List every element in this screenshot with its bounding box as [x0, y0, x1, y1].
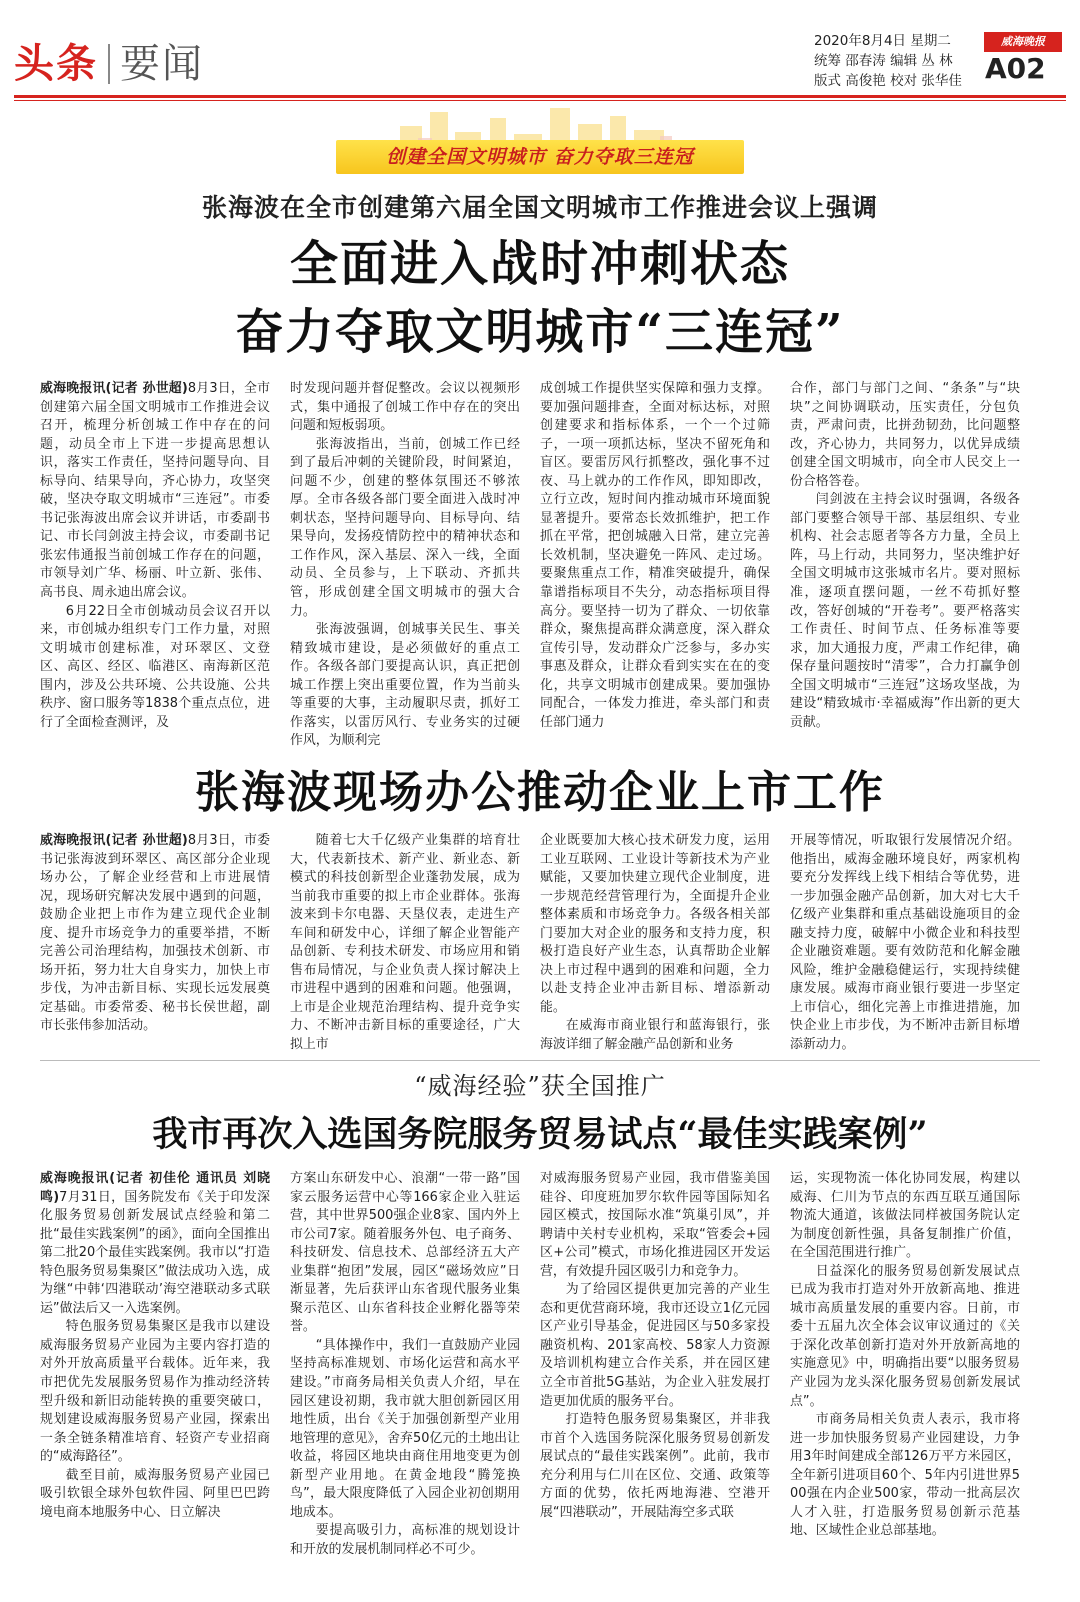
article3-column-1: [40, 1170, 270, 1592]
article3-column-3: [540, 1170, 770, 1592]
page-number: A02: [985, 52, 1046, 85]
article2-column-4: [790, 832, 1020, 1054]
section-divider: [108, 44, 110, 84]
article1-col2-text: 时发现问题并督促整改。会议以视频形式，集中通报了创城工作中存在的突出问题和短板弱项。: [290, 381, 520, 434]
article1-byline: 威海晚报讯(记者 孙世超): [40, 381, 188, 396]
article2-col2-text: 随着七大千亿级产业集群的培育壮大，代表新技术、新产业、新业态、新模式的科技创新型企业蓬勃发展，成为当前我市重要的拟上市企业群体。张海波来到卡尔电器、天垦仪表，走进生产车间和研发中心，详细了解企业智能产品创新、专利技术研发、市场应用和销售布局情况，与企业负责人探讨解决上市进程中遇到的困难和问题。他强调，上市是企业规范治理结构、提升竞争实力、不断冲击新目标的重要途径，广大拟上市: [290, 833, 520, 1053]
article2-col3-para2: 在威海市商业银行和蓝海银行，张海波详细了解金融产品创新和业务: [540, 1018, 770, 1053]
article1-col3-text: 成创城工作提供坚实保障和强力支撑。要加强问题排查，全面对标达标，对照创建要求和指标体系，一个一个过筛子，一项一项抓达标，坚决不留死角和盲区。要雷厉风行抓整改，强化事不过夜、马上就办的工作作风，即知即改，立行立改，短时间内推动城市环境面貌显著提升。要常态长效抓维护，把工作抓在平常，把创城融入日常，建立完善长效机制，坚决避免一阵风、走过场。要聚焦重点工作，精准突破提升，确保靠谱指标项目不失分，动态指标项目得高分。要坚持一切为了群众、一切依靠群众，聚焦提高群众满意度，深入群众宣传引导，发动群众广泛参与，多办实事惠及群众，让群众看到实实在在的变化，共享文明城市创建成果。要加强协同配合，一体发力推进，牵头部门和责任部门通力: [540, 381, 770, 730]
article1-col4-text: 合作，部门与部门之间、“条条”与“块块”之间协调联动，压实责任，分包负责，严肃问责，比拼劲韧劲，比问题整改，齐心协力，共同努力，以优异成绩创建全国文明城市，向全市人民交上一份合格答卷。: [790, 381, 1020, 489]
article1-column-3: [540, 380, 770, 752]
credits-line-2: 版式 高俊艳 校对 张华佳: [814, 73, 962, 89]
article3-col4-para2: 日益深化的服务贸易创新发展试点已成为我市打造对外开放新高地、推进城市高质量发展的重要内容。日前，市委十五届九次全体会议审议通过的《关于深化改革创新打造对外开放新高地的实施意见》中，明确指出要“以服务贸易产业园为龙头深化服务贸易创新发展试点”。: [790, 1263, 1020, 1409]
section-title: 头条: [14, 41, 98, 87]
subsection-title: 要闻: [120, 41, 204, 87]
section-rule: [40, 1060, 1040, 1061]
campaign-banner-text: 创建全国文明城市 奋力夺取三连冠: [386, 146, 694, 168]
article3-col2-para3: 要提高吸引力，高标准的规划设计和开放的发展机制同样必不可少。: [290, 1523, 520, 1557]
article1-column-2: [290, 380, 520, 752]
article3-column-4: [790, 1170, 1020, 1592]
article1-column-1: [40, 380, 270, 752]
article3-col2-text: 方案山东研发中心、浪潮“一带一路”国家云服务运营中心等166家企业入驻运营，其中世界500强企业8家、国内外上市公司7家。随着服务外包、电子商务、科技研发、信息技术、总部经济五大产业集群“抱团”发展，园区“磁场效应”日渐显著，先后获评山东省现代服务业集聚示范区、山东省科技企业孵化器等荣誉。: [290, 1171, 520, 1335]
article3-col1-para2: 特色服务贸易集聚区是我市以建设威海服务贸易产业园为主要内容打造的对外开放高质量平台载体。近年来，我市把优先发展服务贸易作为推动经济转型升级和新旧动能转换的重要突破口，规划建设威海服务贸易产业园，探索出一条全链条精准培育、轻资产专业招商的“威海路径”。: [40, 1319, 270, 1465]
article3-headline: 我市再次入选国务院服务贸易试点“最佳实践案例”: [152, 1114, 928, 1155]
article3-byline: 威海晚报讯(记者 初佳伦 通讯员 刘晓鸣): [40, 1171, 270, 1205]
article1-column-4: [790, 380, 1020, 752]
credits-line-1: 统筹 邵春涛 编辑 丛 林: [814, 53, 953, 69]
article2-column-2: [290, 832, 520, 1054]
issue-date: 2020年8月4日 星期二: [814, 33, 951, 49]
newspaper-logo: 威海晚报: [984, 32, 1062, 52]
article3-col1-para3: 截至目前，威海服务贸易产业园已吸引软银全球外包软件园、阿里巴巴跨境电商本地服务中心、日立解决: [40, 1467, 270, 1520]
article2-col3-text: 企业既要加大核心技术研发力度，运用工业互联网、工业设计等新技术为产业赋能，又要加快建立现代企业制度，进一步规范经营管理行为，全面提升企业整体素质和市场竞争力。各级各相关部门要加大对企业的服务和支持力度，积极打造良好产业生态，认真帮助企业解决上市过程中遇到的困难和问题，全力以赴支持企业冲击新目标、增添新动能。: [540, 833, 770, 1015]
article3-col3-text: 对威海服务贸易产业园，我市借鉴美国硅谷、印度班加罗尔软件园等国际知名园区模式，按国际水准“筑巢引凤”，并聘请中关村专业机构，采取“管委会+园区+公司”模式，市场化推进园区开发运营，有效提升园区吸引力和竞争力。: [540, 1171, 770, 1279]
article2-headline: 张海波现场办公推动企业上市工作: [195, 767, 885, 818]
header-rule-thin: [14, 100, 1066, 101]
article1-col2-para3: 张海波强调，创城事关民生、事关精致城市建设，是必须做好的重点工作。各级各部门要提高认识，真正把创城工作摆上突出重要位置，作为当前头等重要的大事，主动履职尽责，抓好工作落实，以雷厉风行、专业务实的过硬作风，为顺利完: [290, 622, 520, 749]
article1-headline-line2: 奋力夺取文明城市“三连冠”: [235, 304, 845, 360]
article3-kicker: “威海经验”获全国推广: [414, 1072, 666, 1100]
article3-col4-text: 运，实现物流一体化协同发展，构建以威海、仁川为节点的东西互联互通国际物流大通道，该做法同样被国务院认定为制度创新性强，具备复制推广价值，在全国范围进行推广。: [790, 1171, 1020, 1261]
article1-headline-line1: 全面进入战时冲刺状态: [289, 236, 790, 292]
header-rule: [14, 95, 1066, 98]
article2-col1-text: 8月3日，市委书记张海波到环翠区、高区部分企业现场办公，了解企业经营和上市进展情况，现场研究解决发展中遇到的问题，鼓励企业把上市作为建立现代企业制度、提升市场竞争力的重要举措，不断完善公司治理结构，加强技术创新、市场开拓，努力壮大自身实力，加快上市步伐，为冲击新目标、实现长远发展奠定基础。市委常委、秘书长侯世超，副市长张伟参加活动。: [40, 833, 270, 1034]
article3-column-2: [290, 1170, 520, 1592]
article2-byline: 威海晚报讯(记者 孙世超): [40, 833, 188, 848]
article2-column-1: [40, 832, 270, 1054]
article2-column-3: [540, 832, 770, 1054]
article3-col1-text: 7月31日，国务院发布《关于印发深化服务贸易创新发展试点经验和第二批“最佳实践案例”的函》，面向全国推出第二批20个最佳实践案例。我市以“打造特色服务贸易集聚区”做法成功入选，成为继“中韩‘四港联动’海空港联动多式联运”做法后又一入选案例。: [40, 1189, 270, 1316]
article3-col2-para2: “具体操作中，我们一直鼓励产业园坚持高标准规划、市场化运营和高水平建设。”市商务局相关负责人介绍，早在园区建设初期，我市就大胆创新园区用地性质，出台《关于加强创新型产业用地管理的意见》，舍弃50亿元的土地出让收益，将园区地块由商住用地变更为创新型产业用地。在黄金地段“腾笼换鸟”，最大限度降低了入园企业初创期用地成本。: [290, 1337, 520, 1520]
article2-col4-text: 开展等情况，听取银行发展情况介绍。他指出，威海金融环境良好，两家机构要充分发挥线上线下相结合等优势，进一步加强金融产品创新，加大对七大千亿级产业集群和重点基础设施项目的金融支持力度，破解中小微企业和科技型企业融资难题。要有效防范和化解金融风险，维护金融稳健运行，实现持续健康发展。威海市商业银行要进一步坚定上市信心，细化完善上市推进措施，加快企业上市步伐，为不断冲击新目标增添新动力。: [790, 833, 1020, 1053]
article1-col4-para2: 闫剑波在主持会议时强调，各级各部门要整合领导干部、基层组织、专业机构、社会志愿者等各方力量，全员上阵，马上行动，共同努力，坚决维护好全国文明城市这张城市名片。要对照标准，逐项直摆问题，一丝不苟抓好整改，答好创城的“开卷考”。要严格落实工作责任、时间节点、任务标准等要求，加大通报力度，严肃工作纪律，确保存量问题按时“清零”，合力打赢争创全国文明城市“三连冠”这场攻坚战，为建设“精致城市·幸福威海”作出新的更大贡献。: [790, 492, 1020, 730]
article1-col1-para2: 6月22日全市创城动员会议召开以来，市创城办组织专门工作力量，对照文明城市创建标准，对环翠区、文登区、高区、经区、临港区、南海新区范围内，涉及公共环境、公共设施、公共秩序、窗口服务等1838个重点点位，进行了全面检查测评，及: [40, 603, 270, 730]
article1-col2-para2: 张海波指出，当前，创城工作已经到了最后冲刺的关键阶段，时间紧迫，问题不少，创建的整体氛围还不够浓厚。全市各级各部门要全面进入战时冲刺状态，坚持问题导向、目标导向、结果导向，发扬疫情防控中的精神状态和工作作风，深入基层、深入一线，全面动员、全员参与，上下联动、齐抓共管，形成创建全国文明城市的强大合力。: [290, 436, 520, 619]
article3-col4-para3: 市商务局相关负责人表示，我市将进一步加快服务贸易产业园建设，力争用3年时间建成全部126万平方米园区，全年新引进项目60个、5年内引进世界500强在内企业500家，带动一批高层次人才入驻，打造服务贸易创新示范基地、区域性企业总部基地。: [790, 1412, 1020, 1539]
article3-col3-para2: 为了给园区提供更加完善的产业生态和更优营商环境，我市还设立1亿元园区产业引导基金，促进园区与50多家投融资机构、201家高校、58家人力资源及培训机构建立合作关系，并在园区建立全市首批5G基站，为企业入驻发展打造更加优质的服务平台。: [540, 1282, 770, 1409]
article1-kicker: 张海波在全市创建第六届全国文明城市工作推进会议上强调: [201, 193, 878, 222]
article1-col1-text: 8月3日，全市创建第六届全国文明城市工作推进会议召开，梳理分析创城工作中存在的问题，动员全市上下进一步提高思想认识，落实工作责任，坚持问题导向、目标导向、结果导向，齐心协力，攻坚突破，坚决夺取文明城市“三连冠”。市委书记张海波出席会议并讲话，市委副书记、市长闫剑波主持会议，市委副书记张宏伟通报当前创城工作存在的问题，市领导刘广华、杨丽、叶立新、张伟、高书良、周永迪出席会议。: [40, 381, 270, 601]
article3-col3-para3: 打造特色服务贸易集聚区，并非我市首个入选国务院深化服务贸易创新发展试点的“最佳实践案例”。此前，我市充分利用与仁川在区位、交通、政策等方面的优势，依托两地海港、空港开展“四港联动”，开展陆海空多式联: [540, 1412, 770, 1520]
